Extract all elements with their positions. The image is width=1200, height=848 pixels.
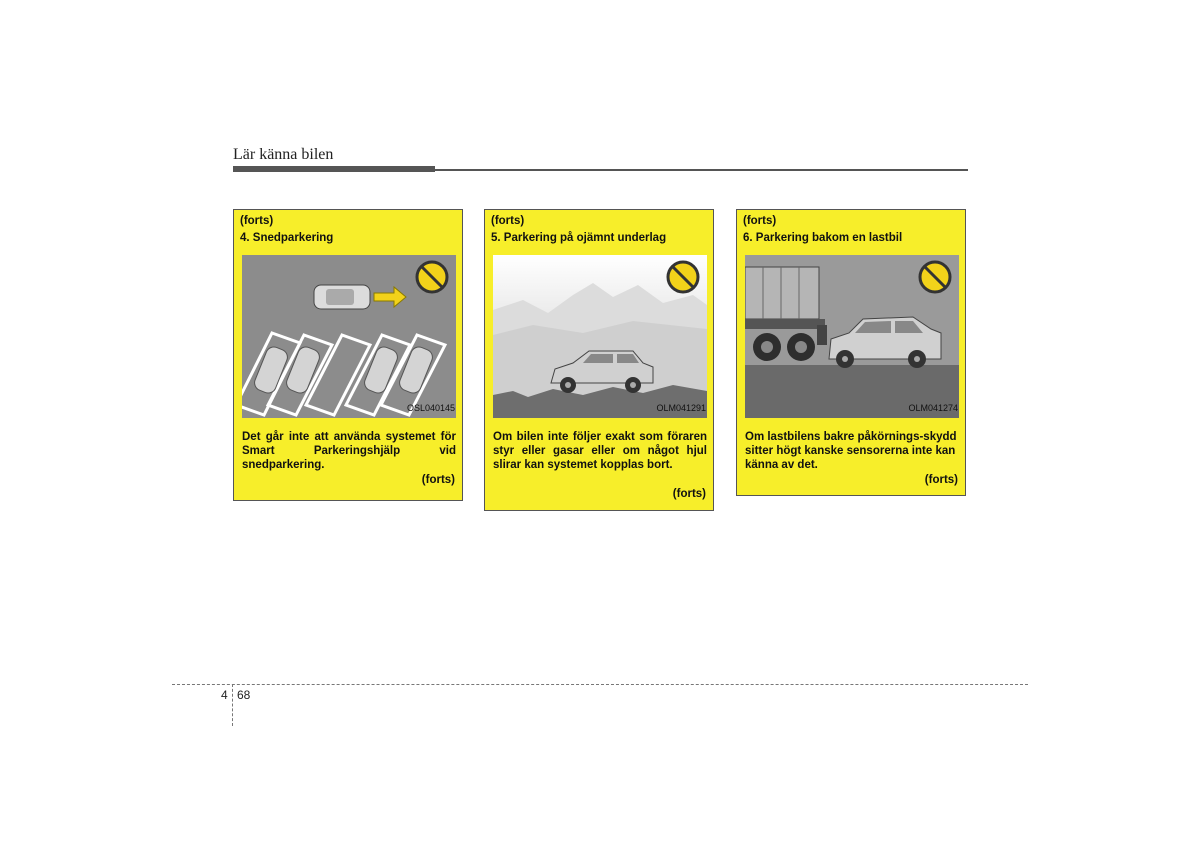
info-card-angled-parking (233, 209, 463, 501)
uneven-surface-illustration (493, 255, 707, 418)
card-continued-label: (forts) (240, 215, 274, 227)
header-bar-thick (233, 166, 435, 172)
card-continued-end: (forts) (672, 488, 706, 500)
chapter-number: 4 (221, 688, 228, 702)
no-entry-icon (417, 262, 447, 292)
card-body-text: Om lastbilens bakre påkörnings-skydd sitter högt kanske sensorerna inte kan känna av det. (745, 431, 957, 471)
angled-parking-illustration (242, 255, 456, 418)
card-continued-end: (forts) (924, 474, 958, 486)
info-card-behind-truck (736, 209, 966, 496)
no-entry-icon (668, 262, 698, 292)
card-body-text: Det går inte att använda systemet för Smart Parkeringshjälp vid snedparkering. (242, 431, 456, 471)
behind-truck-illustration (745, 255, 959, 418)
card-title: 4. Snedparkering (240, 232, 334, 244)
card-title: 5. Parkering på ojämnt underlag (491, 232, 667, 244)
image-code: OSL040145 (406, 403, 455, 413)
page-number: 68 (237, 688, 251, 702)
info-card-uneven-surface (484, 209, 714, 511)
card-title: 6. Parkering bakom en lastbil (743, 232, 903, 244)
card-continued-label: (forts) (491, 215, 525, 227)
footer-vertical-divider (232, 684, 233, 726)
image-code: OLM041291 (656, 403, 706, 413)
no-entry-icon (920, 262, 950, 292)
header-bar-thin (435, 169, 968, 171)
card-continued-label: (forts) (743, 215, 777, 227)
page-header-title: Lär känna bilen (233, 146, 334, 163)
card-body-text: Om bilen inte följer exakt som föraren styr eller gasar eller om något hjul slirar kan systemet kopplas bort. (493, 431, 707, 471)
card-continued-end: (forts) (421, 474, 455, 486)
image-code: OLM041274 (908, 403, 958, 413)
footer-divider (172, 684, 1028, 685)
